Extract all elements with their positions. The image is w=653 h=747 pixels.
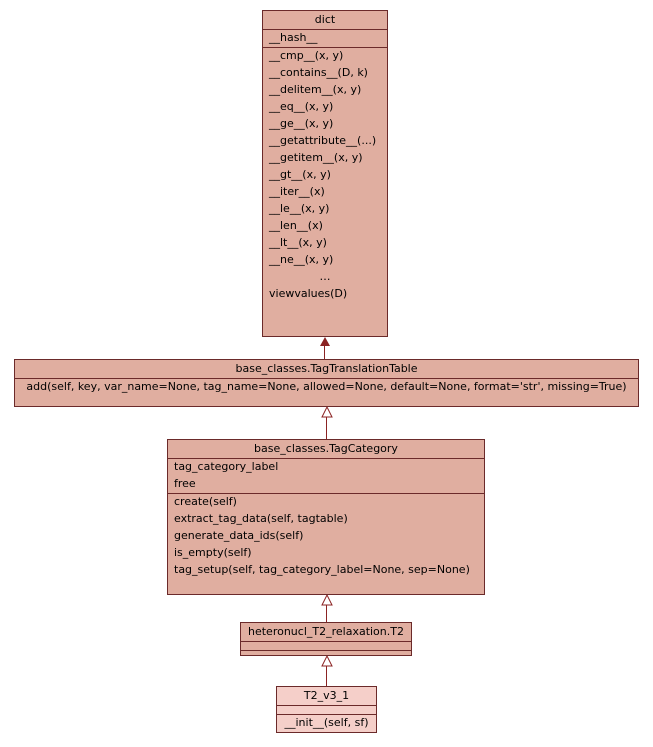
class-method: __getattribute__(...): [269, 134, 377, 147]
class-attribute: tag_category_label: [174, 460, 279, 473]
class-method: __init__(self, sf): [284, 716, 369, 729]
class-method: __cmp__(x, y): [269, 49, 344, 62]
class-box-t2-v3-1[interactable]: [276, 686, 377, 733]
edge-line-tagcategory-tagtranslationtable: [326, 416, 327, 439]
class-method: __le__(x, y): [269, 202, 330, 215]
edge-arrow-hollow-tagcategory: [321, 595, 333, 606]
class-title-tagcategory: base_classes.TagCategory: [168, 440, 484, 459]
class-methods-tagcategory: [168, 494, 484, 579]
class-method: generate_data_ids(self): [174, 529, 304, 542]
class-attribute: __hash__: [269, 31, 318, 44]
edge-line-tagtranslationtable-dict: [324, 346, 325, 359]
class-title-dict: dict: [263, 11, 387, 30]
class-method: __ne__(x, y): [269, 253, 334, 266]
class-method: extract_tag_data(self, tagtable): [174, 512, 348, 525]
class-method: __eq__(x, y): [269, 100, 334, 113]
class-method: add(self, key, var_name=None, tag_name=None, allowed=None, default=None, format='str', missing=True): [26, 380, 627, 393]
class-attributes-t2-relaxation: [241, 642, 411, 651]
class-box-tagtranslationtable[interactable]: [14, 359, 639, 407]
class-attributes-t2-v3-1: [277, 706, 376, 715]
edge-line-t2-tagcategory: [326, 604, 327, 622]
class-method: __contains__(D, k): [269, 66, 368, 79]
class-method: viewvalues(D): [269, 287, 348, 300]
class-method-ellipsis: …: [319, 270, 331, 283]
class-attributes-tagcategory: [168, 459, 484, 494]
edge-arrow-hollow-tagtranslationtable: [321, 407, 333, 418]
class-title-t2-v3-1: T2_v3_1: [277, 687, 376, 706]
class-methods-dict: [263, 48, 387, 303]
class-method: __gt__(x, y): [269, 168, 331, 181]
class-attributes-dict: [263, 30, 387, 48]
class-attribute: free: [174, 477, 196, 490]
class-box-dict[interactable]: [262, 10, 388, 337]
class-method: tag_setup(self, tag_category_label=None, sep=None): [174, 563, 470, 576]
class-title-t2-relaxation: heteronucl_T2_relaxation.T2: [241, 623, 411, 642]
class-method: __iter__(x): [269, 185, 325, 198]
class-method: __len__(x): [269, 219, 323, 232]
class-methods-tagtranslationtable: [15, 379, 638, 396]
edge-arrow-filled-dict: [320, 337, 330, 346]
class-method: __delitem__(x, y): [269, 83, 362, 96]
edge-line-t2v31-t2: [326, 665, 327, 686]
class-methods-t2-v3-1: [277, 715, 376, 732]
class-method: __lt__(x, y): [269, 236, 327, 249]
class-method: __getitem__(x, y): [269, 151, 363, 164]
class-box-tagcategory[interactable]: [167, 439, 485, 595]
class-box-t2-relaxation[interactable]: [240, 622, 412, 656]
class-title-tagtranslationtable: base_classes.TagTranslationTable: [15, 360, 638, 379]
edge-arrow-hollow-t2-relaxation: [321, 656, 333, 667]
class-method: is_empty(self): [174, 546, 252, 559]
class-method: create(self): [174, 495, 237, 508]
class-method: __ge__(x, y): [269, 117, 334, 130]
